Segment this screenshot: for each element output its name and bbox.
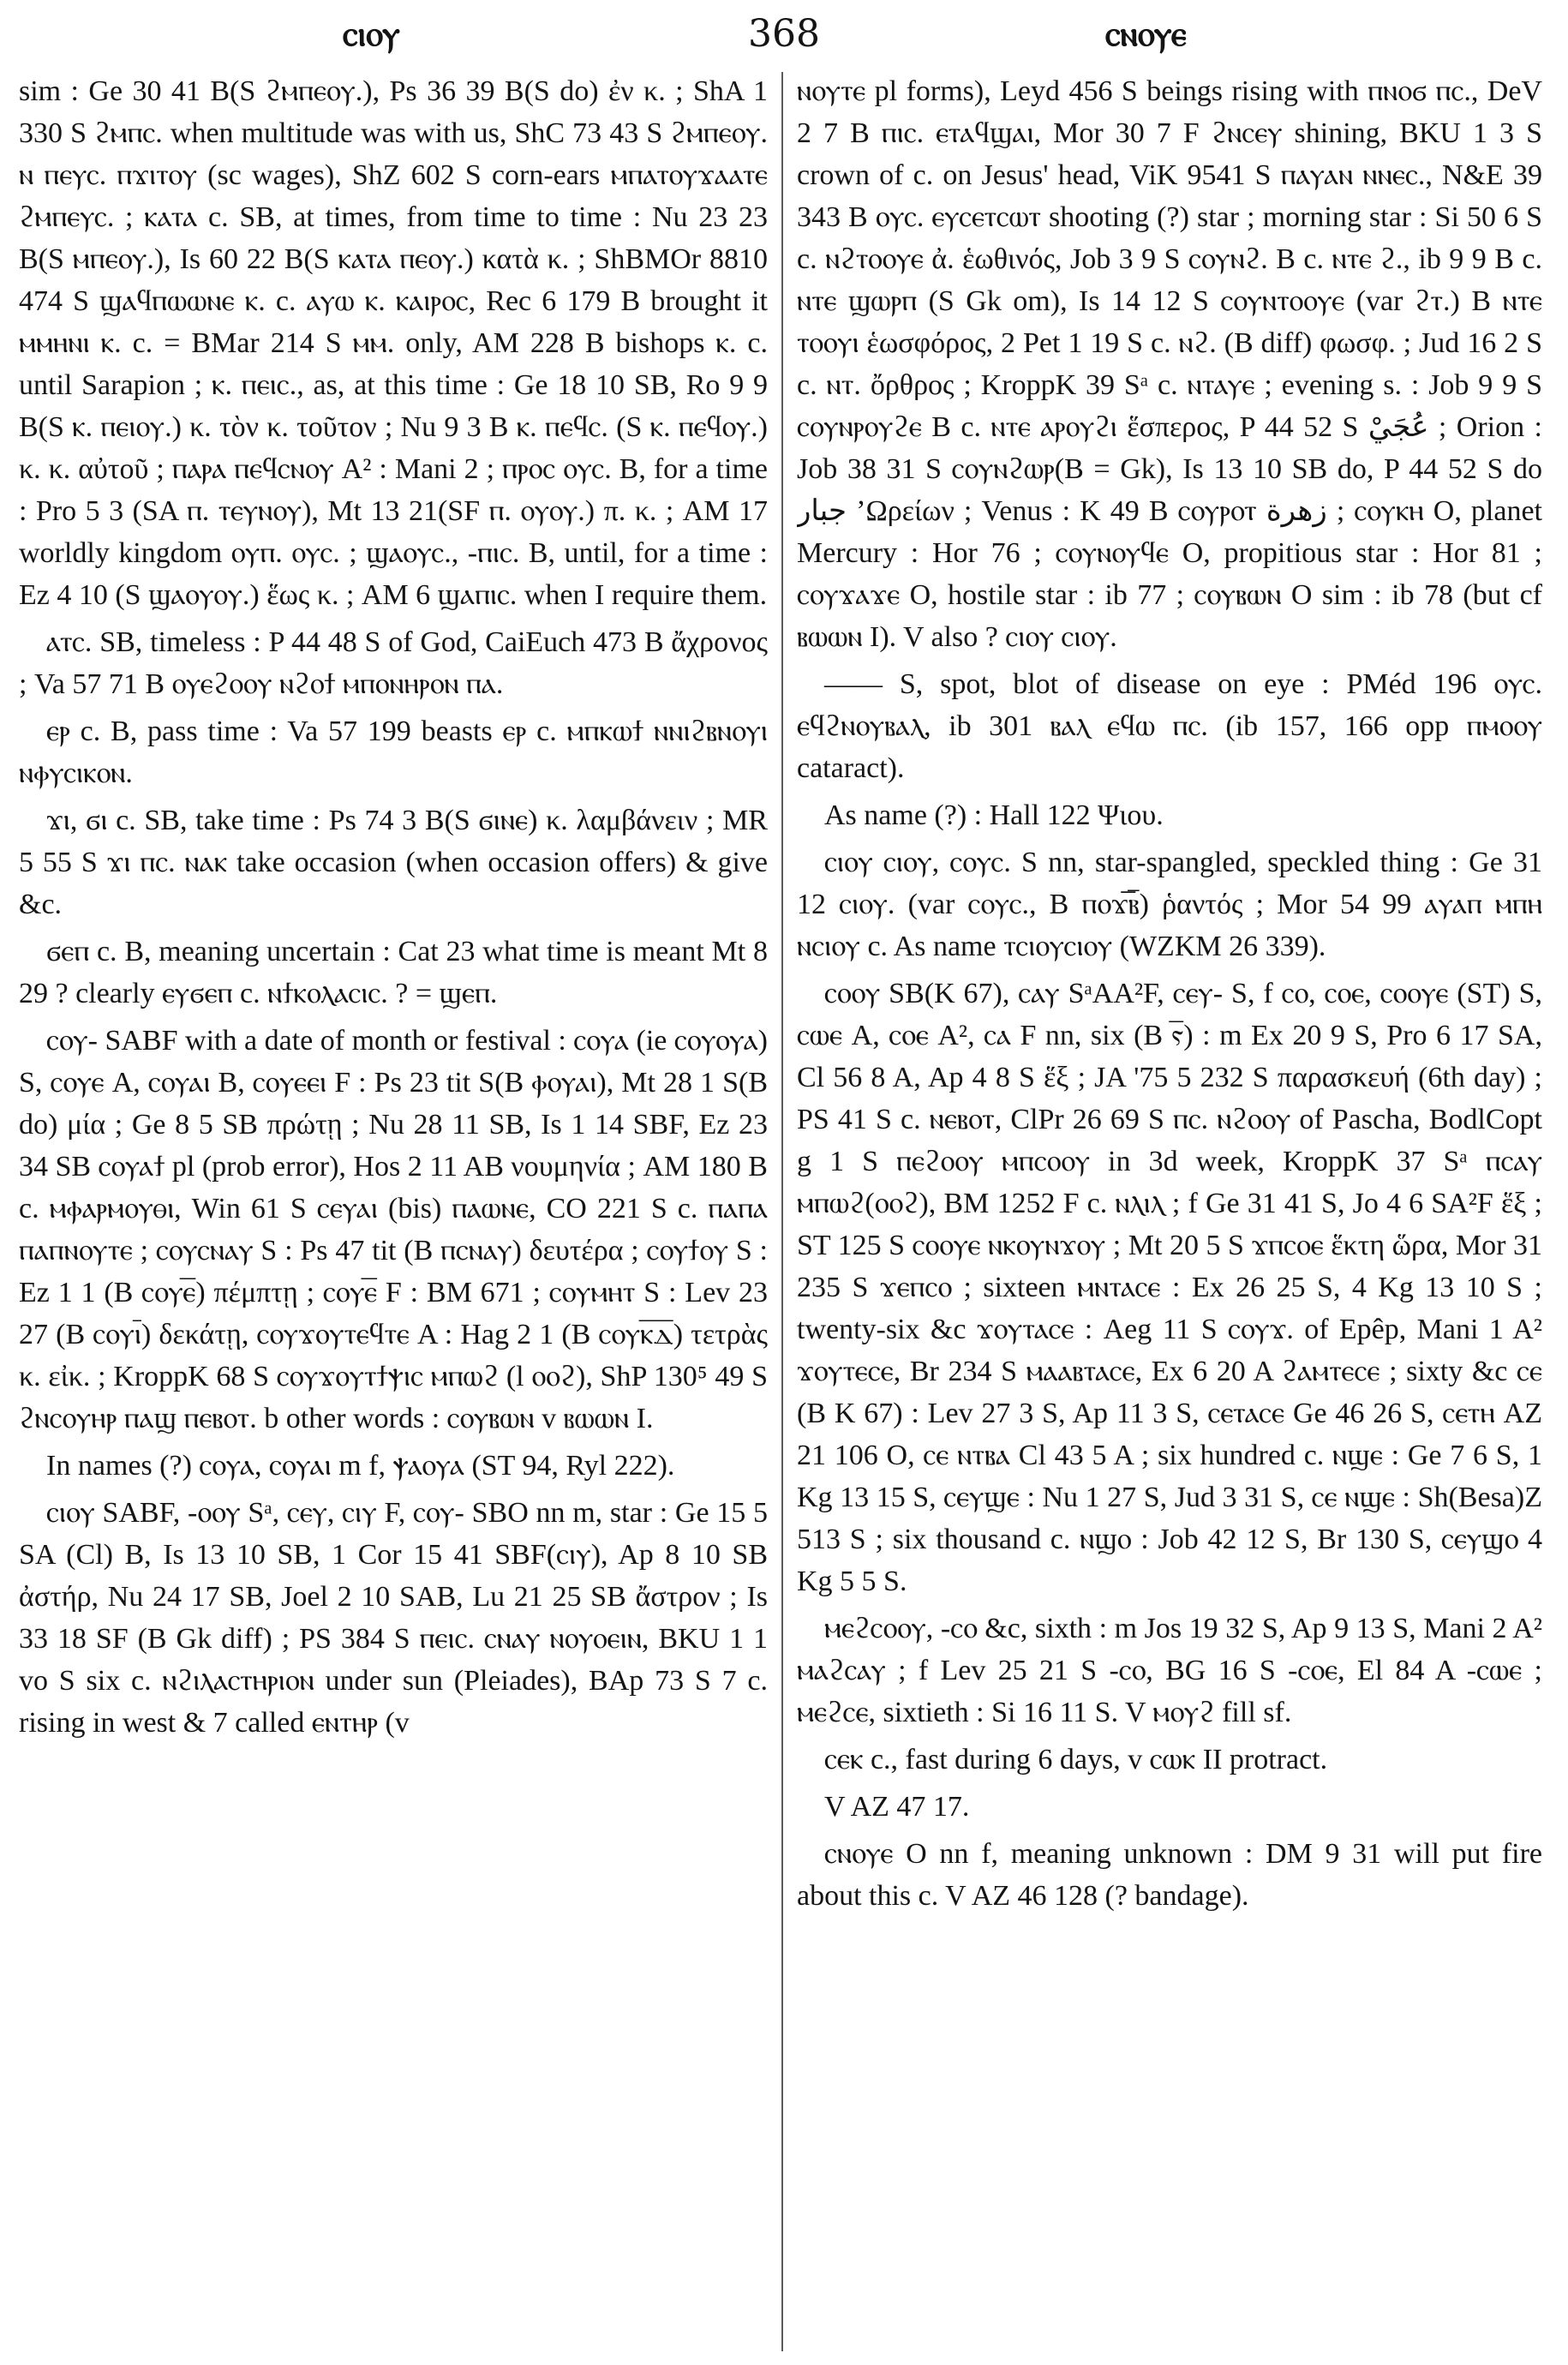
running-header <box>0 9 1568 60</box>
headword-entry: ⲥⲓⲟⲩ SABF, -ⲟⲟⲩ Sᵃ, ⲥⲉⲩ, ⲥⲓⲩ F, ⲥⲟⲩ- SBO nn m, star : Ge 15 5 SA (Cl) B, Is 13 10 SB, 1 Cor 15 41 SBF(ⲥⲓⲩ), Ap 8 10 SB ἀστήρ, Nu 24 17 SB, Joel 2 10 SAB, Lu 21 25 SB ἄστρον ; Is 33 18 SF (B Gk diff) ; PS 384 S ⲡⲉⲓⲥ. ⲥⲛⲁⲩ ⲛⲟⲩⲟⲉⲓⲛ, BKU 1 1 vo S six c. ⲛϩⲓⲗⲁⲥⲧⲏⲣⲓⲟⲛ under sun (Pleiades), BAp 73 S 7 c. rising in west & 7 called ⲉⲛⲧⲏⲣ (v <box>19 1497 768 1739</box>
entry-paragraph: V AZ 47 17. <box>824 1791 970 1823</box>
entry-paragraph: ⲉⲣ c. B, pass time : Va 57 199 beasts ⲉⲣ c. ⲙⲡⲕⲱϯ ⲛⲛⲓϩⲃⲛⲟⲩⲓ ⲛⲫⲩⲥⲓⲕⲟⲛ. <box>19 715 768 789</box>
entry-paragraph: ⲥⲉⲕ c., fast during 6 days, v ⲥⲱⲕ II protract. <box>824 1744 1328 1775</box>
entry-paragraph: ϭⲉⲡ c. B, meaning uncertain : Cat 23 what time is meant Mt 8 29 ? clearly ⲉⲩϭⲉⲡ c. ⲛϯⲕⲟⲗⲁⲥⲓⲥ. ? = ϣⲉⲡ. <box>19 936 768 1009</box>
header-left-word: ⲥⲓⲟⲩ <box>343 14 400 54</box>
entry-paragraph: —— S, spot, blot of disease on eye : PMéd 196 ⲟⲩⲥ. ⲉϥϩⲛⲟⲩⲃⲁⲗ, ib 301 ⲃⲁⲗ ⲉϥⲱ ⲡⲥ. (ib 157, 166 opp ⲡⲙⲟⲟⲩ cataract). <box>797 668 1542 784</box>
header-right-word: ⲥⲛⲟⲩⲉ <box>1105 14 1187 54</box>
entry-paragraph: In names (?) ⲥⲟⲩⲁ, ⲥⲟⲩⲁⲓ m f, ⲯⲁⲟⲩⲁ (ST 94, Ryl 222). <box>46 1450 675 1482</box>
entry-paragraph: ϫⲓ, ϭⲓ c. SB, take time : Ps 74 3 B(S ϭⲓⲛⲉ) κ. λαμβάνειν ; MR 5 55 S ϫⲓ ⲡⲥ. ⲛⲁⲕ take occasion (when occasion offers) & give &c. <box>19 805 768 920</box>
entry-paragraph: ⲛⲟⲩⲧⲉ pl forms), Leyd 456 S beings rising with ⲡⲛⲟϭ ⲡⲥ., DeV 2 7 B ⲡⲓⲥ. ⲉⲧⲁϥϣⲁⲓ, Mor 30 7 F ϩⲛⲥⲉⲩ shining, BKU 1 3 S crown of c. on Jesus' head, ViK 9541 S ⲡⲁⲩⲁⲛ ⲛⲛⲉⲥ., N&E 39 343 B ⲟⲩⲥ. ⲉⲩⲥⲉⲧⲥⲱⲧ shooting (?) star ; morning star : Si 50 6 S c. ⲛϩⲧⲟⲟⲩⲉ ἀ. ἑωθινός, Job 3 9 S ⲥⲟⲩⲛϩ. B c. ⲛⲧⲉ ϩ., ib 9 9 B c. ⲛⲧⲉ ϣⲱⲣⲡ (S Gk om), Is 14 12 S ⲥⲟⲩⲛⲧⲟⲟⲩⲉ (var ϩⲧ.) B ⲛⲧⲉ ⲧⲟⲟⲩⲓ ἑωσφόρος, 2 Pet 1 19 S c. ⲛϩ. (B diff) φωσφ. ; Jud 16 2 S c. ⲛⲧ. ὄρθρος ; KroppK 39 Sᵃ c. ⲛⲧⲁⲩⲉ ; evening s. : Job 9 9 S ⲥⲟⲩⲛⲣⲟⲩϩⲉ B c. ⲛⲧⲉ ⲁⲣⲟⲩϩⲓ ἕσπερος, P 44 52 S ‎عُجَيْ ; Orion : Job 38 31 S ⲥⲟⲩⲛϩⲱⲣ(B = Gk), Is 13 10 SB do, P 44 52 S do ‏جبار‎ ʼΩρείων ; Venus : K 49 B ⲥⲟⲩⲣⲟⲧ ‏زهرة‎ ; ⲥⲟⲩⲕⲏ O, planet Mercury : Hor 76 ; ⲥⲟⲩⲛⲟⲩϥⲉ O, propitious star : Hor 81 ; ⲥⲟⲩϫⲁϫⲉ O, hostile star : ib 77 ; ⲥⲟⲩⲃⲱⲛ O sim : ib 78 (but cf ⲃⲱⲱⲛ I). V also ? ⲥⲓⲟⲩ ⲥⲓⲟⲩ. <box>797 75 1542 653</box>
entry-paragraph: ⲥⲓⲟⲩ ⲥⲓⲟⲩ, ⲥⲟⲩⲥ. S nn, star-spangled, speckled thing : Ge 31 12 ⲥⲓⲟⲩ. (var ⲥⲟⲩⲥ., B ⲡⲟϫ̅ⲃ̅) ῥαντός ; Mor 54 99 ⲁⲩⲁⲡ ⲙⲡⲏ ⲛⲥⲓⲟⲩ c. As name ⲧⲥⲓⲟⲩⲥⲓⲟⲩ (WZKM 26 339). <box>797 847 1542 962</box>
right-column <box>797 70 1542 2350</box>
entry-paragraph: ⲥⲟⲩ- SABF with a date of month or festival : ⲥⲟⲩⲁ (ie ⲥⲟⲩⲟⲩⲁ) S, ⲥⲟⲩⲉ A, ⲥⲟⲩⲁⲓ B, ⲥⲟⲩⲉⲉⲓ F : Ps 23 tit S(B ⲫⲟⲩⲁⲓ), Mt 28 1 S(B do) μία ; Ge 8 5 SB πρώτῃ ; Nu 28 11 SB, Is 1 14 SBF, Ez 23 34 SB ⲥⲟⲩⲁϯ pl (prob error), Hos 2 11 AB νουμηνία ; AM 180 B c. ⲙⲫⲁⲣⲙⲟⲩⲑⲓ, Win 61 S ⲥⲉⲩⲁⲓ (bis) ⲡⲁⲱⲛⲉ, CO 221 S c. ⲡⲁⲡⲁ ⲡⲁⲡⲛⲟⲩⲧⲉ ; ⲥⲟⲩⲥⲛⲁⲩ S : Ps 47 tit (B ⲡⲥⲛⲁⲩ) δευτέρα ; ⲥⲟⲩϯⲟⲩ S : Ez 1 1 (B ⲥⲟⲩⲉ̅) πέμπτῃ ; ⲥⲟⲩⲉ̅ F : BM 671 ; ⲥⲟⲩⲙⲏⲧ S : Lev 23 27 (B ⲥⲟⲩⲓ̅) δεκάτῃ, ⲥⲟⲩϫⲟⲩⲧⲉϥⲧⲉ A : Hag 2 1 (B ⲥⲟⲩⲕ̅ⲇ̅) τετρὰς κ. εἰκ. ; KroppK 68 S ⲥⲟⲩϫⲟⲩⲧϯⲯⲓⲥ ⲙⲡⲱϩ (l ⲟⲟϩ), ShP 130⁵ 49 S ϩⲛⲥⲟⲩⲏⲣ ⲡⲁϣ ⲡⲉⲃⲟⲧ. b other words : ⲥⲟⲩⲃⲱⲛ v ⲃⲱⲱⲛ I. <box>19 1025 768 1434</box>
entry-paragraph: ⲙⲉϩⲥⲟⲟⲩ, -ⲥⲟ &c, sixth : m Jos 19 32 S, Ap 9 13 S, Mani 2 A² ⲙⲁϩⲥⲁⲩ ; f Lev 25 21 S -ⲥⲟ, BG 16 S -ⲥⲟⲉ, El 84 A -ⲥⲱⲉ ; ⲙⲉϩⲥⲉ, sixtieth : Si 16 11 S. V ⲙⲟⲩϩ fill sf. <box>797 1613 1542 1728</box>
headword-entry: ⲥⲛⲟⲩⲉ O nn f, meaning unknown : DM 9 31 will put fire about this c. V AZ 46 128 (? bandage). <box>797 1838 1542 1912</box>
page-number: 368 <box>748 12 820 56</box>
entry-paragraph: As name (?) : Hall 122 Ψιου. <box>824 799 1164 831</box>
headword-entry: ⲥⲟⲟⲩ SB(K 67), ⲥⲁⲩ SᵃAA²F, ⲥⲉⲩ- S, f ⲥⲟ, ⲥⲟⲉ, ⲥⲟⲟⲩⲉ (ST) S, ⲥⲱⲉ A, ⲥⲟⲉ A², ⲥⲁ F nn, six (B ⲋ̅) : m Ex 20 9 S, Pro 6 17 SA, Cl 56 8 A, Ap 4 8 S ἕξ ; JA '75 5 232 S παρασκευή (6th day) ; PS 41 S c. ⲛⲉⲃⲟⲧ, ClPr 26 69 S ⲡⲥ. ⲛϩⲟⲟⲩ of Pascha, BodlCopt g 1 S ⲡⲉϩⲟⲟⲩ ⲙⲡⲥⲟⲟⲩ in 3d week, KroppK 37 Sᵃ ⲡⲥⲁⲩ ⲙⲡⲱϩ(ⲟⲟϩ), BM 1252 F c. ⲛⲗⲓⲗ ; f Ge 31 41 S, Jo 4 6 SA²F ἕξ ; ST 125 S ⲥⲟⲟⲩⲉ ⲛⲕⲟⲩⲛϫⲟⲩ ; Mt 20 5 S ϫⲡⲥⲟⲉ ἕκτη ὥρα, Mor 31 235 S ϫⲉⲡⲥⲟ ; sixteen ⲙⲛⲧⲁⲥⲉ : Ex 26 25 S, 4 Kg 13 10 S ; twenty-six &c ϫⲟⲩⲧⲁⲥⲉ : Aeg 11 S ⲥⲟⲩϫ. of Epêp, Mani 1 A² ϫⲟⲩⲧⲉⲥⲉ, Br 234 S ⲙⲁⲁⲃⲧⲁⲥⲉ, Ex 6 20 A ϩⲁⲙⲧⲉⲥⲉ ; sixty &c ⲥⲉ (B K 67) : Lev 27 3 S, Ap 11 3 S, ⲥⲉⲧⲁⲥⲉ Ge 46 26 S, ⲥⲉⲧⲏ AZ 21 106 O, ⲥⲉ ⲛⲧⲃⲁ Cl 43 5 A ; six hundred c. ⲛϣⲉ : Ge 7 6 S, 1 Kg 13 15 S, ⲥⲉⲩϣⲉ : Nu 1 27 S, Jud 3 31 S, ⲥⲉ ⲛϣⲉ : Sh(Besa)Z 513 S ; six thousand c. ⲛϣⲟ : Job 42 12 S, Br 130 S, ⲥⲉⲩϣⲟ 4 Kg 5 5 S. <box>797 978 1542 1597</box>
column-divider <box>781 72 783 2351</box>
entry-paragraph: ⲁⲧⲥ. SB, timeless : P 44 48 S of God, CaiEuch 473 B ἄχρονος ; Va 57 71 B ⲟⲩⲉϩⲟⲟⲩ ⲛϩⲟϯ ⲙⲡⲟⲛⲏⲣⲟⲛ ⲡⲁ. <box>19 626 768 700</box>
left-column <box>19 70 768 2350</box>
entry-paragraph: sim : Ge 30 41 B(S ϩⲙⲡⲉⲟⲩ.), Ps 36 39 B(S do) ἐν κ. ; ShA 1 330 S ϩⲙⲡⲥ. when multitude was with us, ShC 73 43 S ϩⲙⲡⲉⲟⲩ. ⲛ ⲡⲉⲩⲥ. ⲡϫⲓⲧⲟⲩ (sc wages), ShZ 602 S corn-ears ⲙⲡⲁⲧⲟⲩϫⲁⲁⲧⲉ ϩⲙⲡⲉⲩⲥ. ; ⲕⲁⲧⲁ c. SB, at times, from time to time : Nu 23 23 B(S ⲙⲡⲉⲟⲩ.), Is 60 22 B(S ⲕⲁⲧⲁ ⲡⲉⲟⲩ.) κατὰ κ. ; ShBMOr 8810 474 S ϣⲁϥⲡⲱⲱⲛⲉ ⲕ. c. ⲁⲩⲱ ⲕ. ⲕⲁⲓⲣⲟⲥ, Rec 6 179 B brought it ⲙⲙⲏⲛⲓ ⲕ. c. = BMar 214 S ⲙⲙ. only, AM 228 B bishops ⲕ. c. until Sarapion ; ⲕ. ⲡⲉⲓⲥ., as, at this time : Ge 18 10 SB, Ro 9 9 B(S ⲕ. ⲡⲉⲓⲟⲩ.) κ. τὸν κ. τοῦτον ; Nu 9 3 B ⲕ. ⲡⲉϥⲥ. (S ⲕ. ⲡⲉϥⲟⲩ.) κ. κ. αὐτοῦ ; ⲡⲁⲣⲁ ⲡⲉϥⲥⲛⲟⲩ A² : Mani 2 ; ⲡⲣⲟⲥ ⲟⲩⲥ. B, for a time : Pro 5 3 (SA ⲡ. ⲧⲉⲩⲛⲟⲩ), Mt 13 21(SF ⲡ. ⲟⲩⲟⲩ.) π. κ. ; AM 17 worldly kingdom ⲟⲩⲡ. ⲟⲩⲥ. ; ϣⲁⲟⲩⲥ., -ⲡⲓⲥ. B, until, for a time : Ez 4 10 (S ϣⲁⲟⲩⲟⲩ.) ἕως κ. ; AM 6 ϣⲁⲡⲓⲥ. when I require them. <box>19 75 768 611</box>
